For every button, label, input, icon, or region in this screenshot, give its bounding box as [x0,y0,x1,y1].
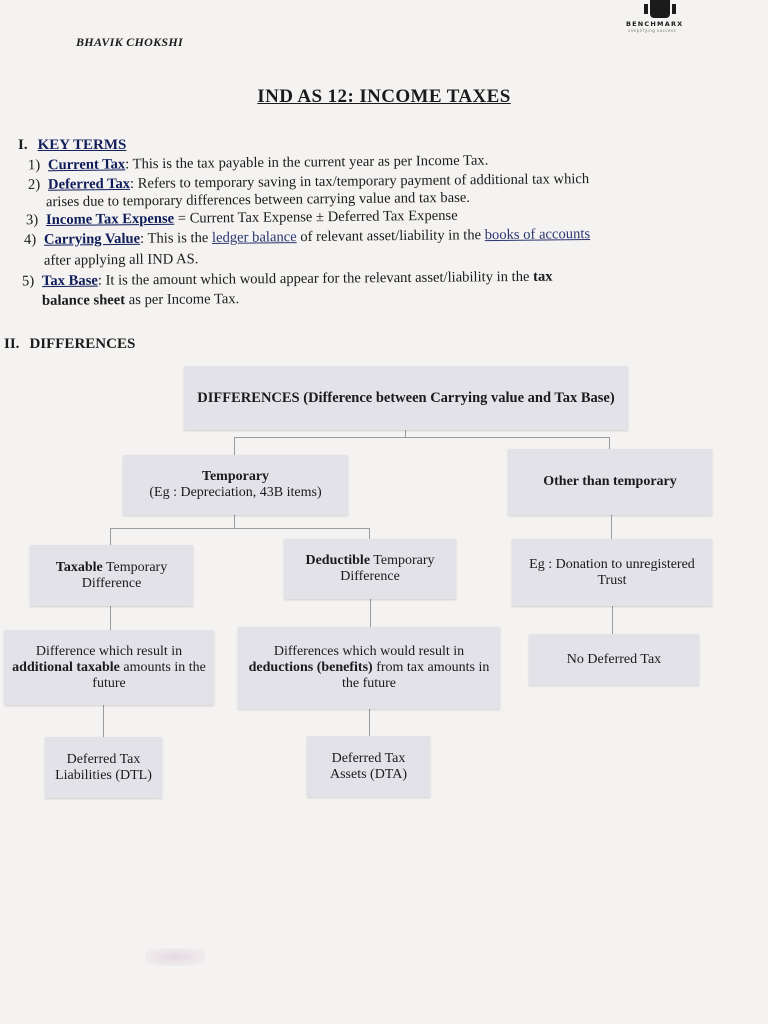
desc-text-cont: amounts in the future [92,659,206,691]
deductible-temporary-node [284,539,456,599]
term-definition: = Current Tax Expense ± Deferred Tax Expense [174,207,458,227]
node-title: Other than temporary [543,474,677,489]
desc-bold: additional taxable [12,659,120,675]
node-title-rest: Temporary Difference [340,553,435,584]
term-label: Income Tax Expense [45,210,175,229]
term-label: Current Tax [47,156,126,174]
node-text: Deferred Tax Assets (DTA) [329,750,408,782]
desc-text: Difference which result in [35,643,183,659]
item-number: 5) [21,273,35,290]
node-title-bold: Taxable [55,559,103,575]
key-term-2-continued: arises due to temporary differences between carrying value and tax base. [45,189,471,211]
section-number: I. [18,137,28,153]
desc-text-cont: from tax amounts in the future [341,660,490,691]
item-number: 4) [23,231,37,248]
connector-line [110,528,111,545]
tax-text: tax [533,268,553,285]
term-label: Carrying Value [43,230,141,248]
section-title: KEY TERMS [37,137,127,153]
node-text: DIFFERENCES (Difference between Carrying value and Tax Base) [197,390,615,406]
node-example: (Eg : Depreciation, 43B items) [149,485,322,500]
term-definition-cont: of relevant asset/liability in the [296,227,485,246]
connector-line [611,515,612,539]
diagram-root-node [184,366,628,430]
connector-line [370,599,371,627]
node-text: Deferred Tax Liabilities (DTL) [55,751,152,783]
connector-line [369,709,370,736]
desc-bold: deductions (benefits) [248,660,373,675]
author-name: BHAVIK CHOKSHI [76,35,184,49]
dta-node [307,736,430,797]
term-definition: : This is the tax payable in the current year as per Income Tax. [125,152,489,173]
item-number: 2) [27,176,41,193]
taxable-description-node [4,630,214,705]
section-heading-key-terms [18,137,126,154]
books-of-accounts-text: books of accounts [484,226,591,244]
connector-line [234,515,235,528]
desc-text: Differences which would result in [273,644,465,659]
connector-line [234,437,610,438]
other-than-temporary-node [508,449,712,515]
page-smudge [145,948,205,966]
node-title: Temporary [201,469,270,484]
logo-mark-icon [650,0,670,18]
temporary-node [123,455,348,515]
term-definition: : Refers to temporary saving in tax/temporary payment of additional tax which [129,171,590,192]
dtl-node [45,737,162,798]
connector-line [612,606,613,634]
other-example-node [512,539,712,606]
logo-tagline: simplifying success [628,28,677,33]
section-title: DIFFERENCES [29,336,136,352]
key-term-1 [28,153,488,175]
connector-line [110,528,370,529]
connector-line [609,437,610,449]
balance-sheet-text: balance sheet [41,292,126,309]
section-number: II. [4,336,20,352]
key-term-4-continued: after applying all IND AS. [43,251,199,269]
key-term-5 [22,269,553,291]
connector-line [103,705,104,737]
key-term-5-continued [42,291,239,310]
taxable-temporary-node [30,545,193,606]
deductible-description-node [238,627,500,709]
page-title: IND AS 12: INCOME TAXES [257,86,511,107]
term-definition-cont: as per Income Tax. [125,291,240,309]
no-deferred-tax-node [529,634,699,685]
item-number: 1) [27,157,41,174]
section-heading-differences [4,336,135,353]
key-term-4 [24,226,590,249]
node-text: No Deferred Tax [566,651,662,667]
key-term-3 [26,208,458,230]
term-label: Tax Base [41,272,98,290]
logo-brand-text: BENCHMARX [626,20,684,28]
node-title-bold: Deductible [305,553,371,568]
term-definition: : This is the [140,229,213,247]
term-label: Deferred Tax [47,175,131,193]
connector-line [110,606,111,630]
benchmarx-logo [622,0,702,36]
term-definition: : It is the amount which would appear for the relevant asset/liability in the [97,268,534,289]
ledger-balance-text: ledger balance [211,229,297,246]
connector-line [369,528,370,539]
node-title-rest: Temporary Difference [81,559,168,591]
node-text: Eg : Donation to unregistered Trust [529,556,695,588]
connector-line [234,437,235,455]
item-number: 3) [25,212,39,229]
